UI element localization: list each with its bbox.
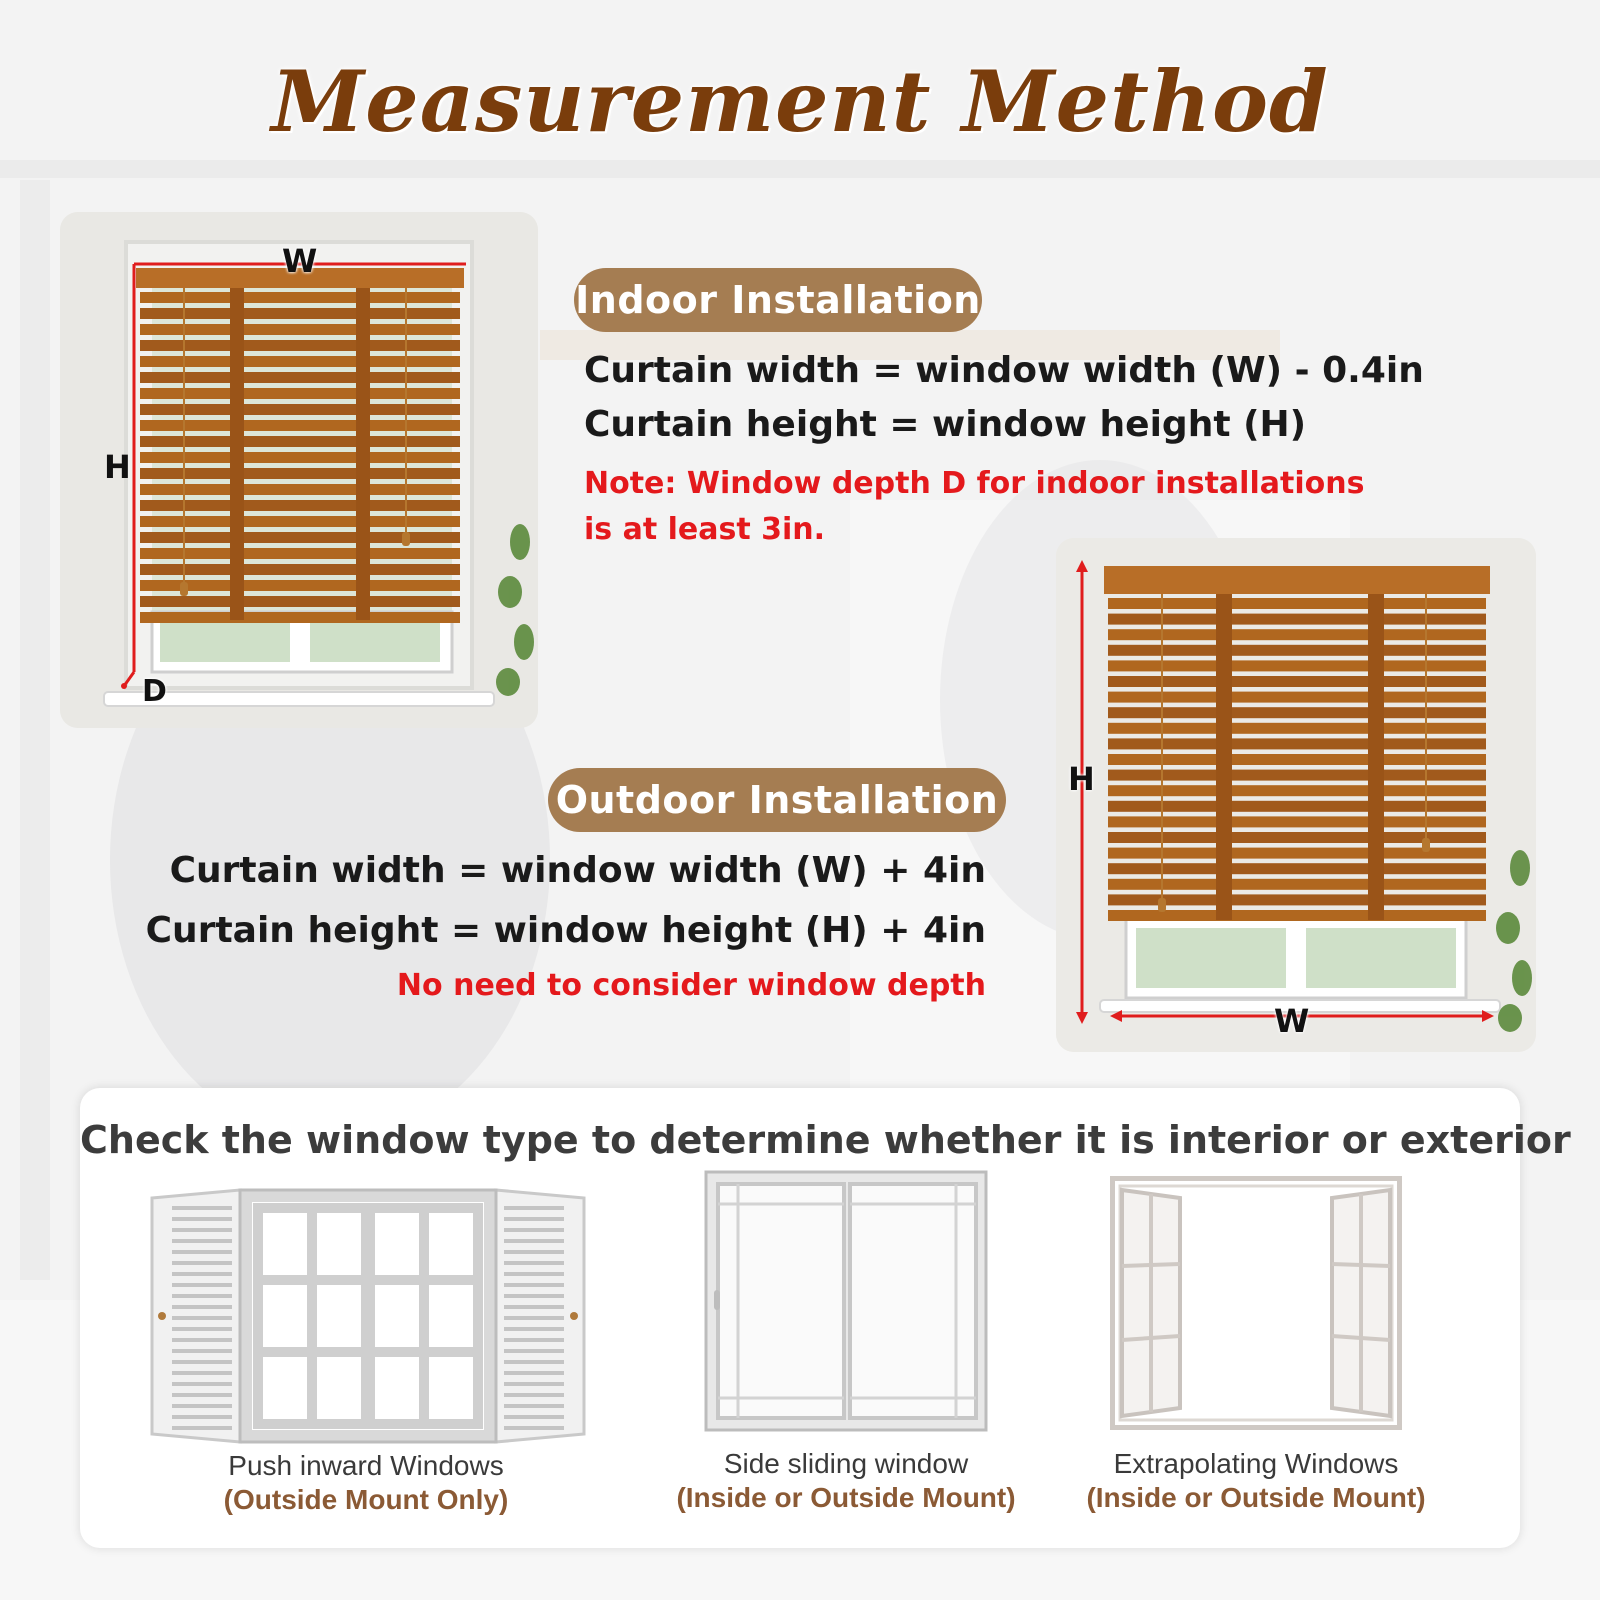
blind-slat	[1108, 816, 1486, 827]
blind-slat	[1108, 598, 1486, 609]
blind-slat	[140, 532, 460, 543]
blind-slat	[140, 516, 460, 527]
push-inward-windows-label: Push inward Windows	[228, 1450, 504, 1481]
blind-slat	[140, 612, 460, 623]
extrapolating-window-icon	[1110, 1176, 1402, 1430]
blind-slat	[140, 372, 460, 383]
blind-slat	[140, 468, 460, 479]
push-inward-window-icon	[148, 1188, 588, 1448]
extrapolating-mount-label: (Inside or Outside Mount)	[1086, 1482, 1426, 1513]
blind-slat	[1108, 770, 1486, 781]
blind-slat	[140, 340, 460, 351]
blind-slat	[140, 420, 460, 431]
blind-slat	[1108, 660, 1486, 671]
blind-slat	[1108, 863, 1486, 874]
blind-slat	[1108, 801, 1486, 812]
dimension-w-label: W	[282, 242, 318, 280]
blind-slat	[140, 404, 460, 415]
blind-slat	[1108, 707, 1486, 718]
window-type-caption-3	[1036, 1448, 1476, 1514]
indoor-depth-note-line-1: Note: Window depth D for indoor installations	[584, 466, 1365, 501]
blind-slat	[140, 388, 460, 399]
blind-slat	[140, 484, 460, 495]
indoor-window-photo	[60, 212, 538, 728]
blind-slat	[1108, 629, 1486, 640]
blind-slat	[140, 548, 460, 559]
indoor-width-formula: Curtain width = window width (W) - 0.4in	[584, 350, 1424, 391]
outdoor-installation-badge: Outdoor Installation	[548, 768, 1006, 832]
side-sliding-mount-label: (Inside or Outside Mount)	[676, 1482, 1016, 1513]
side-sliding-window-icon	[704, 1170, 988, 1432]
blind-slat	[1108, 614, 1486, 625]
blind-slat	[1108, 754, 1486, 765]
blind-slat	[1108, 692, 1486, 703]
extrapolating-windows-label: Extrapolating Windows	[1113, 1448, 1399, 1479]
blind-slat	[140, 292, 460, 303]
indoor-installation-badge: Indoor Installation	[574, 268, 982, 332]
blind-slat	[1108, 785, 1486, 796]
window-type-caption-2	[626, 1448, 1066, 1514]
dimension-d-label: D	[142, 674, 167, 709]
outdoor-window-photo	[1056, 538, 1536, 1052]
blind-slat	[1108, 738, 1486, 749]
side-sliding-window-label: Side sliding window	[723, 1448, 969, 1479]
indoor-height-formula: Curtain height = window height (H)	[584, 404, 1307, 445]
outdoor-dimension-w-label: W	[1274, 1002, 1310, 1040]
blind-slat	[1108, 645, 1486, 656]
window-type-caption-1	[146, 1450, 586, 1516]
outdoor-depth-note: No need to consider window depth	[396, 968, 986, 1003]
page-title: Measurement Method	[271, 52, 1329, 151]
blind-slat	[140, 356, 460, 367]
indoor-depth-note-line-2: is at least 3in.	[584, 512, 826, 547]
outdoor-width-formula: Curtain width = window width (W) + 4in	[169, 850, 986, 891]
blind-slat	[140, 308, 460, 319]
window-types-heading: Check the window type to determine whether it is interior or exterior	[80, 1118, 1571, 1162]
outdoor-dimension-h-label: H	[1068, 760, 1095, 798]
blind-slat	[1108, 910, 1486, 921]
blind-slat	[140, 324, 460, 335]
blind-slat	[140, 500, 460, 511]
window-types-panel	[80, 1088, 1571, 1548]
dimension-h-label: H	[104, 448, 131, 486]
blind-slat	[140, 436, 460, 447]
blind-slat	[140, 452, 460, 463]
blind-slat	[140, 564, 460, 575]
blind-slat	[1108, 676, 1486, 687]
blind-slat	[1108, 879, 1486, 890]
blind-slat	[1108, 723, 1486, 734]
outdoor-height-formula: Curtain height = window height (H) + 4in	[145, 910, 986, 951]
push-inward-mount-label: (Outside Mount Only)	[223, 1484, 509, 1515]
blind-slat	[140, 596, 460, 607]
